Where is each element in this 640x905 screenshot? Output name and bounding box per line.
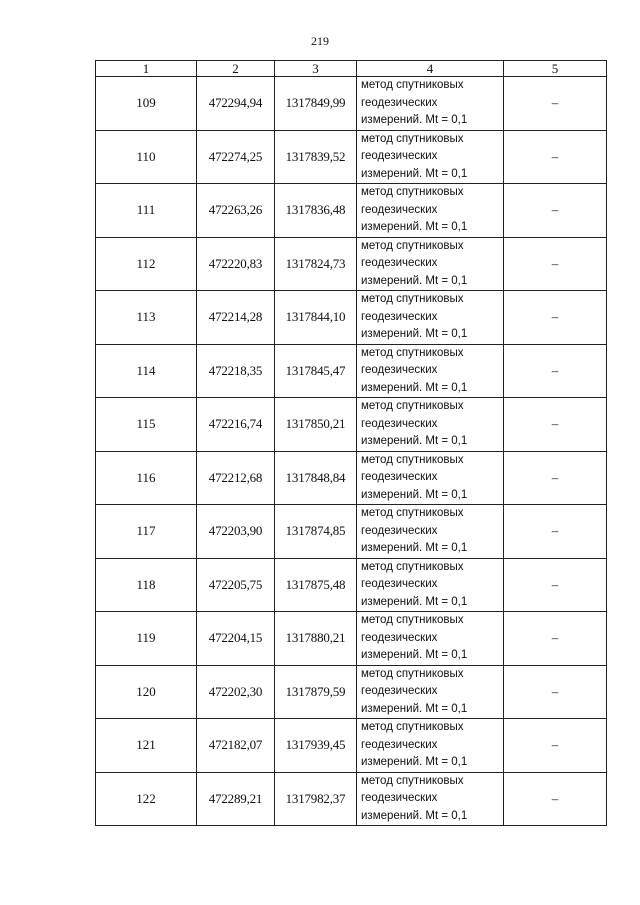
- header-cell-2: 2: [197, 61, 275, 77]
- method-line: метод спутниковых: [361, 507, 464, 519]
- header-cell-5: 5: [504, 61, 607, 77]
- x-coordinate-cell: 472274,25: [197, 130, 275, 184]
- method-line: измерений. Mt = 0,1: [361, 649, 468, 661]
- method-cell: [357, 398, 504, 452]
- x-coordinate-cell: 472214,28: [197, 291, 275, 345]
- method-line: геодезических: [361, 417, 438, 430]
- method-cell: [357, 184, 504, 238]
- y-coordinate-cell: 1317939,45: [275, 719, 357, 773]
- method-cell: [357, 719, 504, 773]
- header-cell-1: 1: [96, 61, 197, 77]
- x-coordinate-cell: 472263,26: [197, 184, 275, 238]
- method-line: метод спутниковых: [361, 186, 464, 198]
- method-line: геодезических: [361, 738, 438, 751]
- x-coordinate-cell: 472212,68: [197, 451, 275, 505]
- y-coordinate-cell: 1317982,37: [275, 772, 357, 826]
- method-line: измерений. Mt = 0,1: [361, 328, 468, 340]
- table-row: [96, 77, 607, 131]
- method-line: метод спутниковых: [361, 614, 464, 626]
- point-number-cell: 110: [96, 130, 197, 184]
- y-coordinate-cell: 1317880,21: [275, 612, 357, 666]
- point-number-cell: 121: [96, 719, 197, 773]
- note-cell: –: [504, 719, 607, 773]
- method-line: метод спутниковых: [361, 79, 464, 91]
- method-cell: [357, 665, 504, 719]
- y-coordinate-cell: 1317844,10: [275, 291, 357, 345]
- method-line: метод спутниковых: [361, 132, 464, 145]
- note-cell: –: [504, 505, 607, 559]
- method-line: метод спутниковых: [361, 346, 464, 359]
- method-line: измерений. Mt = 0,1: [361, 274, 468, 287]
- note-cell: –: [504, 398, 607, 452]
- note-cell: –: [504, 612, 607, 666]
- method-cell: [357, 237, 504, 291]
- y-coordinate-cell: 1317836,48: [275, 184, 357, 238]
- method-cell: [357, 772, 504, 826]
- x-coordinate-cell: 472205,75: [197, 558, 275, 612]
- point-number-cell: 118: [96, 558, 197, 612]
- page-number: 219: [311, 34, 329, 48]
- point-number-cell: 114: [96, 344, 197, 398]
- note-cell: –: [504, 237, 607, 291]
- method-line: геодезических: [361, 471, 438, 483]
- note-cell: –: [504, 344, 607, 398]
- note-cell: –: [504, 772, 607, 826]
- note-cell: –: [504, 291, 607, 345]
- method-cell: [357, 505, 504, 559]
- y-coordinate-cell: 1317879,59: [275, 665, 357, 719]
- point-number-cell: 122: [96, 772, 197, 826]
- table-header-row: [96, 61, 607, 77]
- method-line: измерений. Mt = 0,1: [361, 809, 468, 822]
- point-number-cell: 117: [96, 505, 197, 559]
- method-line: геодезических: [361, 150, 438, 162]
- method-cell: [357, 558, 504, 612]
- method-line: измерений. Mt = 0,1: [361, 167, 468, 180]
- method-line: метод спутниковых: [361, 400, 464, 412]
- method-line: геодезических: [361, 96, 438, 109]
- method-line: геодезических: [361, 685, 438, 697]
- method-line: метод спутниковых: [361, 560, 464, 573]
- table-row: [96, 665, 607, 719]
- x-coordinate-cell: 472202,30: [197, 665, 275, 719]
- method-line: геодезических: [361, 578, 438, 590]
- method-line: геодезических: [361, 203, 438, 216]
- y-coordinate-cell: 1317850,21: [275, 398, 357, 452]
- x-coordinate-cell: 472218,35: [197, 344, 275, 398]
- method-line: метод спутниковых: [361, 774, 464, 787]
- x-coordinate-cell: 472203,90: [197, 505, 275, 559]
- x-coordinate-cell: 472220,83: [197, 237, 275, 291]
- table-row: [96, 505, 607, 559]
- point-number-cell: 112: [96, 237, 197, 291]
- point-number-cell: 119: [96, 612, 197, 666]
- y-coordinate-cell: 1317845,47: [275, 344, 357, 398]
- x-coordinate-cell: 472289,21: [197, 772, 275, 826]
- y-coordinate-cell: 1317839,52: [275, 130, 357, 184]
- table-row: [96, 719, 607, 773]
- method-cell: [357, 130, 504, 184]
- method-line: измерений. Mt = 0,1: [361, 221, 468, 233]
- table-row: [96, 398, 607, 452]
- method-cell: [357, 344, 504, 398]
- table-row: [96, 237, 607, 291]
- method-line: метод спутниковых: [361, 667, 464, 680]
- note-cell: –: [504, 184, 607, 238]
- note-cell: –: [504, 130, 607, 184]
- method-cell: [357, 291, 504, 345]
- point-number-cell: 116: [96, 451, 197, 505]
- method-line: измерений. Mt = 0,1: [361, 702, 468, 715]
- method-cell: [357, 612, 504, 666]
- method-line: измерений. Mt = 0,1: [361, 114, 468, 126]
- note-cell: –: [504, 77, 607, 131]
- y-coordinate-cell: 1317875,48: [275, 558, 357, 612]
- point-number-cell: 113: [96, 291, 197, 345]
- x-coordinate-cell: 472204,15: [197, 612, 275, 666]
- point-number-cell: 109: [96, 77, 197, 131]
- header-cell-4: 4: [357, 61, 504, 77]
- y-coordinate-cell: 1317824,73: [275, 237, 357, 291]
- method-line: геодезических: [361, 792, 438, 804]
- method-line: метод спутниковых: [361, 453, 464, 466]
- note-cell: –: [504, 451, 607, 505]
- method-line: геодезических: [361, 524, 438, 537]
- header-cell-3: 3: [275, 61, 357, 77]
- method-line: измерений. Mt = 0,1: [361, 756, 468, 768]
- method-line: измерений. Mt = 0,1: [361, 542, 468, 554]
- y-coordinate-cell: 1317849,99: [275, 77, 357, 131]
- x-coordinate-cell: 472216,74: [197, 398, 275, 452]
- point-number-cell: 120: [96, 665, 197, 719]
- table-row: [96, 558, 607, 612]
- method-line: метод спутниковых: [361, 293, 464, 305]
- method-line: геодезических: [361, 364, 438, 376]
- table-row: [96, 344, 607, 398]
- method-line: измерений. Mt = 0,1: [361, 381, 468, 394]
- method-line: геодезических: [361, 257, 438, 269]
- note-cell: –: [504, 665, 607, 719]
- y-coordinate-cell: 1317848,84: [275, 451, 357, 505]
- point-number-cell: 111: [96, 184, 197, 238]
- method-line: измерений. Mt = 0,1: [361, 435, 468, 447]
- method-line: метод спутниковых: [361, 721, 464, 733]
- x-coordinate-cell: 472182,07: [197, 719, 275, 773]
- table-body: [96, 61, 607, 826]
- method-line: измерений. Mt = 0,1: [361, 595, 468, 608]
- y-coordinate-cell: 1317874,85: [275, 505, 357, 559]
- point-number-cell: 115: [96, 398, 197, 452]
- table-row: [96, 612, 607, 666]
- method-cell: [357, 77, 504, 131]
- method-line: геодезических: [361, 631, 438, 644]
- method-line: измерений. Mt = 0,1: [361, 488, 468, 501]
- table-row: [96, 291, 607, 345]
- table-row: [96, 772, 607, 826]
- table-row: [96, 451, 607, 505]
- table-row: [96, 184, 607, 238]
- table-row: [96, 130, 607, 184]
- coordinates-table: [95, 60, 607, 826]
- method-line: метод спутниковых: [361, 239, 464, 252]
- note-cell: –: [504, 558, 607, 612]
- method-cell: [357, 451, 504, 505]
- x-coordinate-cell: 472294,94: [197, 77, 275, 131]
- method-line: геодезических: [361, 310, 438, 323]
